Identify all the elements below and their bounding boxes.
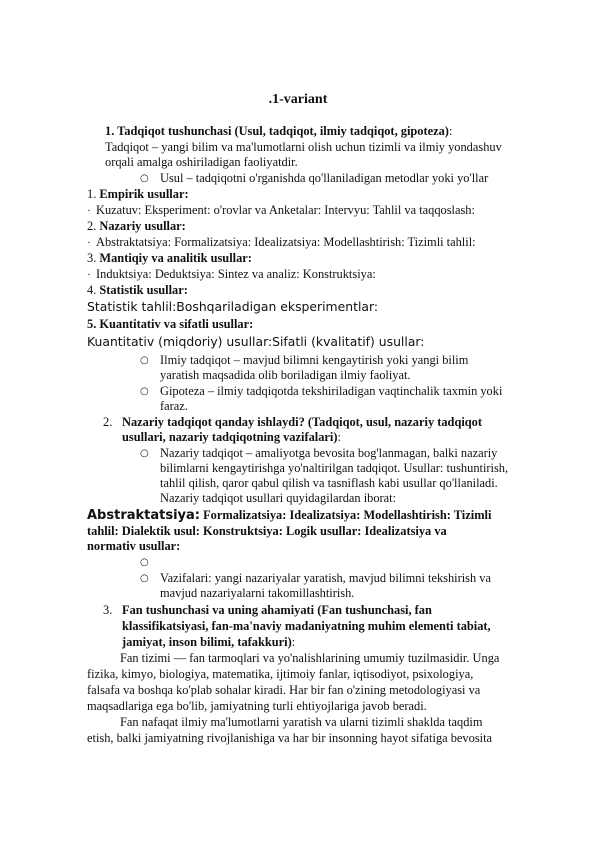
q2-heading-line-2-wrap <box>122 430 341 445</box>
method-name: Nazariy usullar: <box>99 219 186 233</box>
circle-bullet-icon: ○ <box>140 448 149 459</box>
q3-number: 3. <box>103 603 113 617</box>
q1-definition-line-1: Tadqiqot – yangi bilim va ma'lumotlarni olish uchun tizimli va ilmiy yondashuv <box>105 140 502 154</box>
q2-text-line-1: Nazariy tadqiqot – amaliyotga bevosita bog'lanmagan, balki nazariy <box>160 446 498 460</box>
method-heading-1 <box>87 187 189 202</box>
dot-bullet-icon: · <box>87 203 91 217</box>
method-name: Empirik usullar: <box>99 187 189 201</box>
gipoteza-line-2: faraz. <box>160 399 188 413</box>
q1-heading-colon: : <box>448 124 453 138</box>
q2-heading-colon: : <box>337 430 341 444</box>
abstraktatsiya-line-2: tahlil: Dialektik usul: Konstruktsiya: Logik usullar: Idealizatsiya va <box>87 524 447 538</box>
method-name: Statistik usullar: <box>99 283 188 297</box>
q2-text-line-2: bilimlarni kengaytirishga yo'naltirilgan tadqiqot. Usullar: tushuntirish, <box>160 461 509 475</box>
circle-bullet-icon: ○ <box>140 557 149 568</box>
method-detail-3: Induktsiya: Deduktsiya: Sintez va analiz: Konstruktsiya: <box>96 267 376 281</box>
q2-number: 2. <box>103 415 113 429</box>
method-name: Mantiqiy va analitik usullar: <box>99 251 252 265</box>
ilmiy-tadqiqot-line-1: Ilmiy tadqiqot – mavjud bilimni kengaytirish yoki yangi bilim <box>160 353 469 367</box>
q3-heading-line-1: Fan tushunchasi va uning ahamiyati (Fan tushunchasi, fan <box>122 603 432 617</box>
q3-paragraph-1-line-2: fizika, kimyo, biologiya, matematika, ijtimoiy fanlar, iqtisodiyot, psixologiya, <box>87 667 474 681</box>
q3-heading-line-3-wrap <box>122 635 295 650</box>
dot-bullet-icon: · <box>87 235 91 249</box>
q2-text-line-4: Nazariy tadqiqot usullari quyidagilardan iborat: <box>160 491 397 505</box>
q1-heading-line <box>105 124 452 139</box>
vazifalari-line-2: mavjud nazariyalarni takomillashtirish. <box>160 586 355 600</box>
abstraktatsiya-line-3: normativ usullar: <box>87 539 181 553</box>
q3-paragraph-1-line-4: maqsadlariga ega bo'lib, jamiyatning turli ehtiyojlariga javob beradi. <box>87 699 427 713</box>
method-detail-5: Kuantitativ (miqdoriy) usullar:Sifatli (kvalitatif) usullar: <box>87 334 425 349</box>
q2-heading-line-2: usullari, nazariy tadqiqotning vazifalari) <box>122 430 338 444</box>
method-heading-3 <box>87 251 252 266</box>
page-title: .1-variant <box>268 92 328 107</box>
q3-paragraph-2-line-1: Fan nafaqat ilmiy ma'lumotlarni yaratish va ularni tizimli shaklda taqdim <box>120 715 483 729</box>
method-detail-4: Statistik tahlil:Boshqariladigan eksperimentlar: <box>87 299 379 314</box>
q3-heading-line-2: klassifikatsiyasi, fan-ma'naviy madaniyatning muhim elementi tabiat, <box>122 619 491 633</box>
method-number: 1. <box>87 187 97 201</box>
q3-heading-colon: : <box>291 635 296 649</box>
method-heading-2 <box>87 219 186 234</box>
method-heading-4 <box>87 283 188 298</box>
method-heading-5: 5. Kuantitativ va sifatli usullar: <box>87 317 254 331</box>
q2-text-line-3: tahlil qilish, qaror qabul qilish va tasniflash kabi usullar qo'llaniladi. <box>160 476 498 490</box>
q3-paragraph-1-line-1: Fan tizimi — fan tarmoqlari va yo'nalishlarining umumiy tuzilmasidir. Unga <box>120 651 500 665</box>
usul-bullet-text: Usul – tadqiqotni o'rganishda qo'llaniladigan metodlar yoki yo'llar <box>160 171 489 185</box>
method-number: 2. <box>87 219 97 233</box>
vazifalari-line-1: Vazifalari: yangi nazariyalar yaratish, mavjud bilimni tekshirish va <box>160 571 491 585</box>
circle-bullet-icon: ○ <box>140 386 149 397</box>
method-detail-2: Abstraktatsiya: Formalizatsiya: Idealizatsiya: Modellashtirish: Tizimli tahlil: <box>96 235 476 249</box>
method-number: 3. <box>87 251 97 265</box>
circle-bullet-icon: ○ <box>140 573 149 584</box>
q3-paragraph-1-line-3: falsafa va boshqa ko'plab sohalar kiradi. Har bir fan o'zining metodologiyasi va <box>87 683 481 697</box>
abstraktatsiya-line-1 <box>87 508 491 523</box>
method-detail-1: Kuzatuv: Eksperiment: o'rovlar va Anketalar: Intervyu: Tahlil va taqqoslash: <box>96 203 475 217</box>
dot-bullet-icon: · <box>87 267 91 281</box>
ilmiy-tadqiqot-line-2: yaratish maqsadida olib boriladigan ilmiy faoliyat. <box>160 368 411 382</box>
abstraktatsiya-rest: Formalizatsiya: Idealizatsiya: Modellashtirish: Tizimli <box>203 508 492 522</box>
gipoteza-line-1: Gipoteza – ilmiy tadqiqotda tekshiriladigan vaqtinchalik taxmin yoki <box>160 384 503 398</box>
q3-paragraph-2-line-2: etish, balki jamiyatning rivojlanishiga va har bir insonning hayot sifatiga bevosita <box>87 731 493 745</box>
circle-bullet-icon: ○ <box>140 355 149 366</box>
q3-heading-line-3: jamiyat, inson bilimi, tafakkuri) <box>122 635 292 649</box>
method-number: 4. <box>87 283 97 297</box>
circle-bullet-icon: ○ <box>140 173 149 184</box>
q2-heading-line-1: Nazariy tadqiqot qanday ishlaydi? (Tadqiqot, usul, nazariy tadqiqot <box>122 415 482 429</box>
q1-heading: 1. Tadqiqot tushunchasi (Usul, tadqiqot, ilmiy tadqiqot, gipoteza) <box>105 124 449 138</box>
abstraktatsiya-label: Abstraktatsiya: <box>87 508 200 523</box>
q1-definition-line-2: orqali amalga oshiriladigan faoliyatdir. <box>105 155 298 169</box>
